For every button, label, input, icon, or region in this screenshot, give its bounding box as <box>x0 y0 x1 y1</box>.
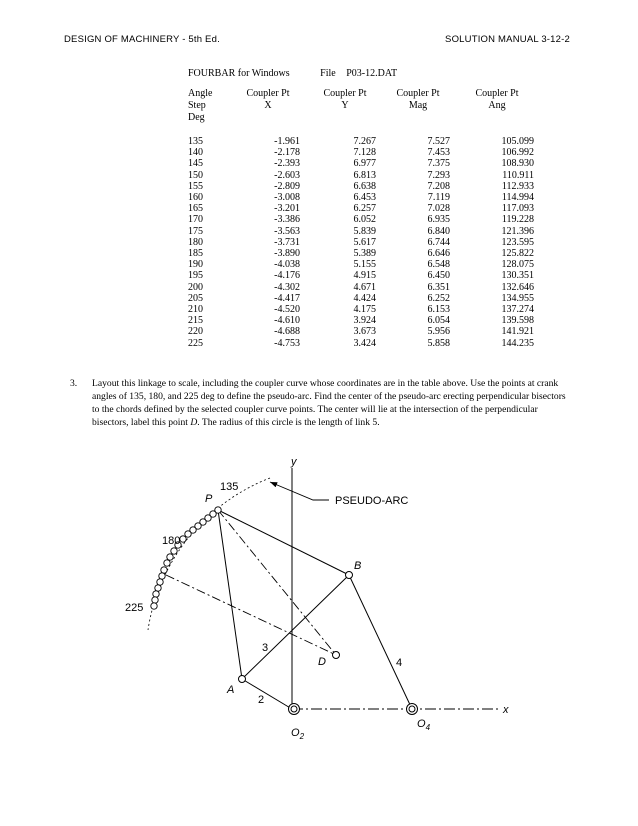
table-row <box>188 270 534 281</box>
label-o2: $O_2$ <box>291 727 305 741</box>
table-cell: 6.935 <box>427 214 450 226</box>
table-cell: 3.424 <box>353 337 376 349</box>
bisector-2 <box>166 575 336 655</box>
label-link-2: 2 <box>258 694 265 706</box>
table-cell: 7.293 <box>427 169 450 181</box>
table-row <box>188 248 534 259</box>
table-cell: -3.890 <box>274 248 300 260</box>
table-cell: -3.563 <box>274 225 300 237</box>
label-point-b: B <box>354 560 362 572</box>
label-o4: $O_4$ <box>417 718 431 732</box>
table-cell: 160 <box>188 192 203 204</box>
table-cell: 6.646 <box>427 248 450 260</box>
table-cell: 225 <box>188 337 203 349</box>
label-225: 225 <box>125 602 144 614</box>
table-cell: -3.731 <box>274 236 300 248</box>
table-cell: 139.598 <box>501 315 534 327</box>
coupler-curve-points <box>151 507 221 609</box>
label-135: 135 <box>220 481 239 493</box>
table-cell: 145 <box>188 158 203 170</box>
table-cell: -4.038 <box>274 259 300 271</box>
table-cell: -4.417 <box>274 292 300 304</box>
coupler-point <box>161 567 167 573</box>
table-cell: 165 <box>188 203 203 215</box>
table-row <box>188 226 534 237</box>
table-row <box>188 192 534 203</box>
linkage-figure <box>0 440 638 750</box>
coupler-point <box>151 603 157 609</box>
table-cell: 6.351 <box>427 281 450 293</box>
table-cell: 105.099 <box>501 136 534 147</box>
table-cell: -2.809 <box>274 180 300 192</box>
table-cell: 6.977 <box>353 158 376 170</box>
table-cell: -3.008 <box>274 192 300 204</box>
col-header-ang: Coupler Pt Ang <box>475 88 519 111</box>
table-cell: 125.822 <box>501 248 534 260</box>
point-d <box>333 652 340 659</box>
program-line <box>188 68 397 79</box>
table-cell: 141.921 <box>501 326 534 338</box>
table-cell: 130.351 <box>501 270 534 282</box>
table-cell: 119.228 <box>501 214 534 226</box>
label-x-axis: x <box>503 704 509 716</box>
col-header-y: Coupler Pt Y <box>323 88 367 111</box>
table-row <box>188 136 534 147</box>
table-cell: 6.548 <box>427 259 450 271</box>
coupler-point <box>159 573 165 579</box>
coupler-point <box>171 548 177 554</box>
label-link-3: 3 <box>262 642 269 654</box>
problem-number: 3. <box>70 378 78 389</box>
table-cell: -3.201 <box>274 203 300 215</box>
col-header-mag: Coupler Pt Mag <box>396 88 440 111</box>
table-cell: 6.638 <box>353 180 376 192</box>
label-y-axis: y <box>291 456 297 468</box>
problem-text-a: Layout this linkage to scale, including the coupler curve whose coordinates are in the table above. Use the points at crank angles of 135, 180, and 225 deg to define the pseudo-arc. Find the center of the pseudo-arc erecting perpendicular bisectors to the chords defined by the selected coupler curve points. The center will lie at the intersection of the perpendicular bisectors, label this point <box>92 378 566 428</box>
link-3-pb <box>218 510 349 575</box>
link-3-ap <box>218 510 242 679</box>
table-cell: 5.858 <box>427 337 450 349</box>
table-cell: 150 <box>188 169 203 181</box>
table-cell: 215 <box>188 315 203 327</box>
table-cell: 140 <box>188 147 203 159</box>
table-cell: 106.992 <box>501 147 534 159</box>
table-cell: -3.386 <box>274 214 300 226</box>
table-cell: 7.527 <box>427 136 450 147</box>
problem-paragraph <box>70 377 570 429</box>
table-cell: -2.178 <box>274 147 300 159</box>
table-row <box>188 326 534 337</box>
label-link-4: 4 <box>396 657 403 669</box>
table-row <box>188 203 534 214</box>
table-cell: 7.267 <box>353 136 376 147</box>
label-180: 180 <box>162 535 181 547</box>
table-cell: 7.375 <box>427 158 450 170</box>
table-cell: -4.753 <box>274 337 300 349</box>
table-cell: 6.252 <box>427 292 450 304</box>
label-point-a: A <box>227 684 235 696</box>
coupler-point <box>153 591 159 597</box>
problem-text-b: . The radius of this circle is the length of link 5. <box>197 417 380 428</box>
table-cell: 180 <box>188 236 203 248</box>
table-cell: 6.257 <box>353 203 376 215</box>
table-row <box>188 170 534 181</box>
table-cell: 7.028 <box>427 203 450 215</box>
table-row <box>188 214 534 225</box>
table-cell: -4.302 <box>274 281 300 293</box>
table-cell: 170 <box>188 214 203 226</box>
table-cell: 7.128 <box>353 147 376 159</box>
table-cell: 200 <box>188 281 203 293</box>
file-label: File <box>320 68 336 79</box>
table-cell: 4.915 <box>353 270 376 282</box>
table-cell: 185 <box>188 248 203 260</box>
label-point-d: D <box>318 656 326 668</box>
table-row <box>188 237 534 248</box>
table-cell: 144.235 <box>501 337 534 349</box>
link-3-ab <box>242 575 349 679</box>
table-row <box>188 304 534 315</box>
table-cell: 137.274 <box>501 304 534 316</box>
table-row <box>188 181 534 192</box>
table-cell: 132.646 <box>501 281 534 293</box>
header-right: SOLUTION MANUAL 3-12-2 <box>445 34 570 45</box>
table-row <box>188 147 534 158</box>
problem-point-d: D <box>190 417 198 428</box>
col-header-x: Coupler Pt X <box>246 88 290 111</box>
table-cell: 5.389 <box>353 248 376 260</box>
table-cell: 6.840 <box>427 225 450 237</box>
coupler-point <box>152 597 158 603</box>
table-cell: 7.453 <box>427 147 450 159</box>
table-row <box>188 293 534 304</box>
table-cell: 6.450 <box>427 270 450 282</box>
pivot-o4-inner <box>409 706 415 712</box>
table-cell: 6.052 <box>353 214 376 226</box>
table-cell: 112.933 <box>501 180 534 192</box>
table-cell: -4.176 <box>274 270 300 282</box>
table-cell: 108.930 <box>501 158 534 170</box>
joint-a <box>239 676 246 683</box>
table-cell: 5.839 <box>353 225 376 237</box>
coupler-point <box>167 554 173 560</box>
table-cell: 123.595 <box>501 236 534 248</box>
table-cell: 134.955 <box>501 292 534 304</box>
table-cell: -2.393 <box>274 158 300 170</box>
coupler-data-table <box>188 136 534 349</box>
table-cell: 110.911 <box>502 169 534 181</box>
table-cell: 117.093 <box>501 203 534 215</box>
table-row <box>188 282 534 293</box>
link-2 <box>242 679 292 709</box>
table-cell: 4.424 <box>353 292 376 304</box>
table-row <box>188 158 534 169</box>
coupler-point <box>185 531 191 537</box>
table-cell: 5.956 <box>427 326 450 338</box>
link-4 <box>349 575 412 709</box>
coupler-point <box>180 536 186 542</box>
table-cell: -4.688 <box>274 326 300 338</box>
table-cell: 190 <box>188 259 203 271</box>
table-cell: -2.603 <box>274 169 300 181</box>
table-cell: 155 <box>188 180 203 192</box>
table-cell: 210 <box>188 304 203 316</box>
table-cell: -4.610 <box>274 315 300 327</box>
file-name: P03-12.DAT <box>346 68 398 79</box>
table-cell: 3.924 <box>353 315 376 327</box>
table-cell: 135 <box>188 136 203 147</box>
table-cell: 6.744 <box>427 236 450 248</box>
coupler-point <box>155 585 161 591</box>
table-cell: 5.617 <box>353 236 376 248</box>
table-cell: 128.075 <box>501 259 534 271</box>
pseudo-arc-leader <box>270 482 329 500</box>
table-row <box>188 259 534 270</box>
label-pseudo-arc: PSEUDO-ARC <box>335 495 409 507</box>
joint-b <box>346 572 353 579</box>
table-cell: 175 <box>188 225 203 237</box>
table-cell: 205 <box>188 292 203 304</box>
table-cell: 220 <box>188 326 203 338</box>
table-cell: 6.453 <box>353 192 376 204</box>
table-row <box>188 338 534 349</box>
table-cell: 6.813 <box>353 169 376 181</box>
table-cell: 6.153 <box>427 304 450 316</box>
coupler-point <box>164 560 170 566</box>
pivot-o2-inner <box>291 706 297 712</box>
table-cell: 7.208 <box>427 180 450 192</box>
table-cell: 114.994 <box>501 192 534 204</box>
program-name: FOURBAR for Windows <box>188 68 290 79</box>
table-cell: 7.119 <box>427 192 450 204</box>
table-cell: -4.520 <box>274 304 300 316</box>
table-cell: 3.673 <box>353 326 376 338</box>
label-point-p: P <box>205 493 213 505</box>
table-cell: 4.175 <box>353 304 376 316</box>
table-cell: -1.961 <box>274 136 300 147</box>
table-cell: 4.671 <box>353 281 376 293</box>
table-cell: 5.155 <box>353 259 376 271</box>
coupler-point <box>157 579 163 585</box>
table-cell: 195 <box>188 270 203 282</box>
col-header-angle: Angle Step Deg <box>188 88 213 123</box>
table-cell: 121.396 <box>501 225 534 237</box>
table-row <box>188 315 534 326</box>
table-cell: 6.054 <box>427 315 450 327</box>
header-left: DESIGN OF MACHINERY - 5th Ed. <box>64 34 220 45</box>
